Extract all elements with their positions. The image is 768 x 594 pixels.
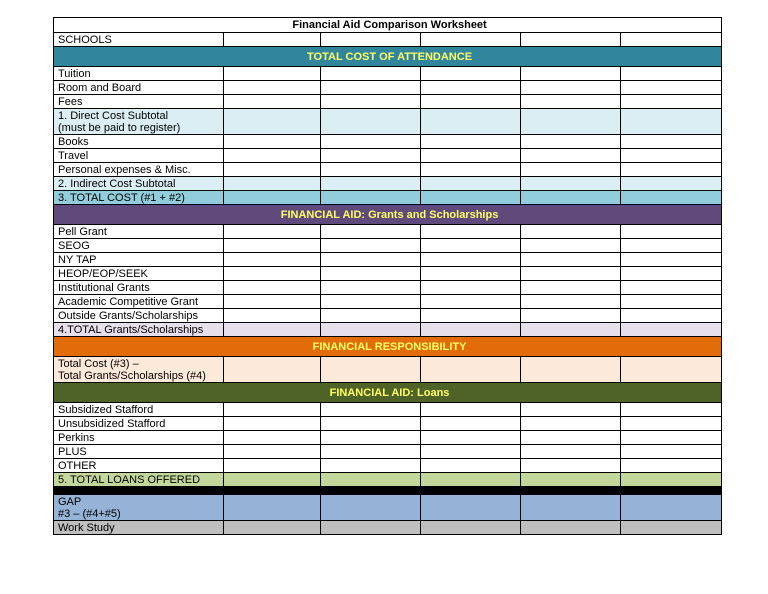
value-cell[interactable] bbox=[321, 67, 421, 81]
row-label: Books bbox=[54, 135, 224, 149]
value-cell[interactable] bbox=[421, 357, 521, 383]
row-label: HEOP/EOP/SEEK bbox=[54, 267, 224, 281]
tuition-row bbox=[54, 67, 722, 81]
total-loans-row bbox=[54, 473, 722, 487]
value-cell[interactable] bbox=[321, 191, 421, 205]
value-cell[interactable] bbox=[321, 135, 421, 149]
value-cell[interactable] bbox=[621, 417, 722, 431]
value-cell[interactable] bbox=[421, 295, 521, 309]
value-cell[interactable] bbox=[421, 445, 521, 459]
value-cell[interactable] bbox=[321, 81, 421, 95]
unsubsidized-stafford-row bbox=[54, 417, 722, 431]
personal-expenses-row bbox=[54, 163, 722, 177]
value-cell[interactable] bbox=[521, 67, 621, 81]
value-cell[interactable] bbox=[321, 403, 421, 417]
value-cell[interactable] bbox=[321, 309, 421, 323]
value-cell[interactable] bbox=[621, 267, 722, 281]
direct-cost-line2: (must be paid to register) bbox=[58, 121, 181, 134]
value-cell[interactable] bbox=[521, 267, 621, 281]
total-cost-row bbox=[54, 191, 722, 205]
value-cell[interactable] bbox=[521, 109, 621, 135]
value-cell[interactable] bbox=[224, 163, 321, 177]
value-cell[interactable] bbox=[224, 81, 321, 95]
value-cell[interactable] bbox=[421, 431, 521, 445]
school-cell[interactable] bbox=[321, 33, 421, 47]
value-cell[interactable] bbox=[321, 281, 421, 295]
value-cell[interactable] bbox=[621, 521, 722, 535]
outside-grants-row bbox=[54, 309, 722, 323]
value-cell[interactable] bbox=[224, 135, 321, 149]
value-cell[interactable] bbox=[321, 163, 421, 177]
value-cell[interactable] bbox=[321, 295, 421, 309]
value-cell[interactable] bbox=[521, 309, 621, 323]
value-cell[interactable] bbox=[421, 239, 521, 253]
value-cell[interactable] bbox=[224, 109, 321, 135]
row-label: 2. Indirect Cost Subtotal bbox=[54, 177, 224, 191]
value-cell[interactable] bbox=[621, 403, 722, 417]
work-study-row bbox=[54, 521, 722, 535]
value-cell[interactable] bbox=[621, 281, 722, 295]
responsibility-section-header bbox=[54, 337, 722, 357]
value-cell[interactable] bbox=[621, 459, 722, 473]
row-label: Unsubsidized Stafford bbox=[54, 417, 224, 431]
value-cell[interactable] bbox=[621, 67, 722, 81]
school-cell[interactable] bbox=[521, 33, 621, 47]
comparison-worksheet-table bbox=[53, 17, 722, 535]
value-cell[interactable] bbox=[224, 177, 321, 191]
value-cell[interactable] bbox=[321, 445, 421, 459]
academic-grant-row bbox=[54, 295, 722, 309]
school-cell[interactable] bbox=[621, 33, 722, 47]
books-row bbox=[54, 135, 722, 149]
value-cell[interactable] bbox=[521, 431, 621, 445]
responsibility-line1: Total Cost (#3) – bbox=[58, 357, 139, 370]
value-cell[interactable] bbox=[421, 81, 521, 95]
value-cell[interactable] bbox=[521, 281, 621, 295]
row-label: 5. TOTAL LOANS OFFERED bbox=[54, 473, 224, 487]
value-cell[interactable] bbox=[224, 191, 321, 205]
value-cell[interactable] bbox=[621, 163, 722, 177]
value-cell[interactable] bbox=[321, 357, 421, 383]
perkins-row bbox=[54, 431, 722, 445]
value-cell[interactable] bbox=[421, 109, 521, 135]
title-row bbox=[54, 18, 722, 33]
heop-row bbox=[54, 267, 722, 281]
value-cell[interactable] bbox=[224, 225, 321, 239]
value-cell[interactable] bbox=[421, 67, 521, 81]
value-cell[interactable] bbox=[321, 239, 421, 253]
value-cell[interactable] bbox=[224, 417, 321, 431]
value-cell[interactable] bbox=[321, 521, 421, 535]
black-divider-row bbox=[54, 487, 722, 495]
value-cell[interactable] bbox=[621, 445, 722, 459]
value-cell[interactable] bbox=[421, 95, 521, 109]
value-cell[interactable] bbox=[321, 473, 421, 487]
row-label: Pell Grant bbox=[54, 225, 224, 239]
value-cell[interactable] bbox=[224, 149, 321, 163]
value-cell[interactable] bbox=[224, 403, 321, 417]
value-cell[interactable] bbox=[621, 191, 722, 205]
value-cell[interactable] bbox=[421, 521, 521, 535]
responsibility-section-title: FINANCIAL RESPONSIBILITY bbox=[54, 337, 722, 357]
schools-label: SCHOOLS bbox=[54, 33, 224, 47]
ny-tap-row bbox=[54, 253, 722, 267]
value-cell[interactable] bbox=[521, 191, 621, 205]
gap-line1: GAP bbox=[58, 495, 82, 508]
divider bbox=[54, 487, 722, 495]
loans-section-title: FINANCIAL AID: Loans bbox=[54, 383, 722, 403]
row-label: Personal expenses & Misc. bbox=[54, 163, 224, 177]
value-cell[interactable] bbox=[621, 295, 722, 309]
row-label: Subsidized Stafford bbox=[54, 403, 224, 417]
value-cell[interactable] bbox=[621, 431, 722, 445]
row-label bbox=[54, 357, 224, 383]
value-cell[interactable] bbox=[224, 267, 321, 281]
responsibility-line2: Total Grants/Scholarships (#4) bbox=[58, 369, 206, 382]
value-cell[interactable] bbox=[621, 253, 722, 267]
institutional-grants-row bbox=[54, 281, 722, 295]
row-label: Perkins bbox=[54, 431, 224, 445]
value-cell[interactable] bbox=[421, 309, 521, 323]
gap-line2: #3 – (#4+#5) bbox=[58, 507, 121, 520]
direct-cost-subtotal-row bbox=[54, 109, 722, 135]
value-cell[interactable] bbox=[321, 177, 421, 191]
value-cell[interactable] bbox=[621, 81, 722, 95]
value-cell[interactable] bbox=[224, 473, 321, 487]
row-label: Room and Board bbox=[54, 81, 224, 95]
value-cell[interactable] bbox=[224, 239, 321, 253]
value-cell[interactable] bbox=[521, 295, 621, 309]
value-cell[interactable] bbox=[421, 403, 521, 417]
row-label bbox=[54, 495, 224, 521]
worksheet-title: Financial Aid Comparison Worksheet bbox=[54, 18, 722, 33]
value-cell[interactable] bbox=[321, 253, 421, 267]
value-cell[interactable] bbox=[224, 323, 321, 337]
loans-section-header bbox=[54, 383, 722, 403]
row-label: Academic Competitive Grant bbox=[54, 295, 224, 309]
value-cell[interactable] bbox=[321, 109, 421, 135]
plus-row bbox=[54, 445, 722, 459]
grants-section-title: FINANCIAL AID: Grants and Scholarships bbox=[54, 205, 722, 225]
row-label: 4.TOTAL Grants/Scholarships bbox=[54, 323, 224, 337]
value-cell[interactable] bbox=[421, 417, 521, 431]
value-cell[interactable] bbox=[521, 253, 621, 267]
value-cell[interactable] bbox=[521, 473, 621, 487]
value-cell[interactable] bbox=[321, 431, 421, 445]
row-label: PLUS bbox=[54, 445, 224, 459]
value-cell[interactable] bbox=[421, 191, 521, 205]
value-cell[interactable] bbox=[224, 67, 321, 81]
seog-row bbox=[54, 239, 722, 253]
value-cell[interactable] bbox=[421, 135, 521, 149]
value-cell[interactable] bbox=[621, 323, 722, 337]
room-board-row bbox=[54, 81, 722, 95]
value-cell[interactable] bbox=[421, 177, 521, 191]
value-cell[interactable] bbox=[421, 149, 521, 163]
value-cell[interactable] bbox=[224, 357, 321, 383]
row-label bbox=[54, 109, 224, 135]
value-cell[interactable] bbox=[521, 521, 621, 535]
value-cell[interactable] bbox=[321, 459, 421, 473]
fees-row bbox=[54, 95, 722, 109]
value-cell[interactable] bbox=[224, 431, 321, 445]
value-cell[interactable] bbox=[621, 95, 722, 109]
value-cell[interactable] bbox=[321, 225, 421, 239]
value-cell[interactable] bbox=[321, 267, 421, 281]
school-cell[interactable] bbox=[224, 33, 321, 47]
row-label: SEOG bbox=[54, 239, 224, 253]
value-cell[interactable] bbox=[224, 521, 321, 535]
value-cell[interactable] bbox=[521, 323, 621, 337]
travel-row bbox=[54, 149, 722, 163]
cost-section-header bbox=[54, 47, 722, 67]
value-cell[interactable] bbox=[224, 495, 321, 521]
direct-cost-line1: 1. Direct Cost Subtotal bbox=[58, 109, 169, 122]
cost-section-title: TOTAL COST OF ATTENDANCE bbox=[54, 47, 722, 67]
total-grants-row bbox=[54, 323, 722, 337]
other-loans-row bbox=[54, 459, 722, 473]
row-label: Tuition bbox=[54, 67, 224, 81]
value-cell[interactable] bbox=[521, 149, 621, 163]
row-label: Travel bbox=[54, 149, 224, 163]
value-cell[interactable] bbox=[321, 149, 421, 163]
value-cell[interactable] bbox=[224, 281, 321, 295]
value-cell[interactable] bbox=[621, 225, 722, 239]
value-cell[interactable] bbox=[224, 95, 321, 109]
grants-section-header bbox=[54, 205, 722, 225]
value-cell[interactable] bbox=[621, 239, 722, 253]
value-cell[interactable] bbox=[224, 309, 321, 323]
value-cell[interactable] bbox=[521, 225, 621, 239]
value-cell[interactable] bbox=[321, 417, 421, 431]
value-cell[interactable] bbox=[621, 149, 722, 163]
value-cell[interactable] bbox=[521, 163, 621, 177]
value-cell[interactable] bbox=[521, 403, 621, 417]
subsidized-stafford-row bbox=[54, 403, 722, 417]
value-cell[interactable] bbox=[621, 177, 722, 191]
value-cell[interactable] bbox=[421, 323, 521, 337]
school-cell[interactable] bbox=[421, 33, 521, 47]
schools-row bbox=[54, 33, 722, 47]
value-cell[interactable] bbox=[521, 81, 621, 95]
value-cell[interactable] bbox=[224, 445, 321, 459]
value-cell[interactable] bbox=[421, 459, 521, 473]
indirect-cost-subtotal-row bbox=[54, 177, 722, 191]
value-cell[interactable] bbox=[321, 495, 421, 521]
value-cell[interactable] bbox=[521, 239, 621, 253]
value-cell[interactable] bbox=[421, 473, 521, 487]
value-cell[interactable] bbox=[421, 281, 521, 295]
value-cell[interactable] bbox=[521, 417, 621, 431]
value-cell[interactable] bbox=[224, 459, 321, 473]
gap-row bbox=[54, 495, 722, 521]
value-cell[interactable] bbox=[224, 253, 321, 267]
value-cell[interactable] bbox=[521, 459, 621, 473]
row-label: OTHER bbox=[54, 459, 224, 473]
value-cell[interactable] bbox=[621, 109, 722, 135]
responsibility-row bbox=[54, 357, 722, 383]
value-cell[interactable] bbox=[621, 357, 722, 383]
value-cell[interactable] bbox=[421, 225, 521, 239]
value-cell[interactable] bbox=[521, 495, 621, 521]
value-cell[interactable] bbox=[421, 253, 521, 267]
value-cell[interactable] bbox=[321, 323, 421, 337]
row-label: Outside Grants/Scholarships bbox=[54, 309, 224, 323]
row-label: Fees bbox=[54, 95, 224, 109]
value-cell[interactable] bbox=[621, 135, 722, 149]
row-label: NY TAP bbox=[54, 253, 224, 267]
value-cell[interactable] bbox=[621, 309, 722, 323]
value-cell[interactable] bbox=[521, 177, 621, 191]
value-cell[interactable] bbox=[621, 495, 722, 521]
value-cell[interactable] bbox=[421, 495, 521, 521]
pell-grant-row bbox=[54, 225, 722, 239]
value-cell[interactable] bbox=[321, 95, 421, 109]
row-label: Institutional Grants bbox=[54, 281, 224, 295]
value-cell[interactable] bbox=[421, 267, 521, 281]
value-cell[interactable] bbox=[224, 295, 321, 309]
value-cell[interactable] bbox=[521, 135, 621, 149]
value-cell[interactable] bbox=[421, 163, 521, 177]
row-label: Work Study bbox=[54, 521, 224, 535]
row-label: 3. TOTAL COST (#1 + #2) bbox=[54, 191, 224, 205]
value-cell[interactable] bbox=[521, 357, 621, 383]
value-cell[interactable] bbox=[521, 445, 621, 459]
value-cell[interactable] bbox=[621, 473, 722, 487]
value-cell[interactable] bbox=[521, 95, 621, 109]
